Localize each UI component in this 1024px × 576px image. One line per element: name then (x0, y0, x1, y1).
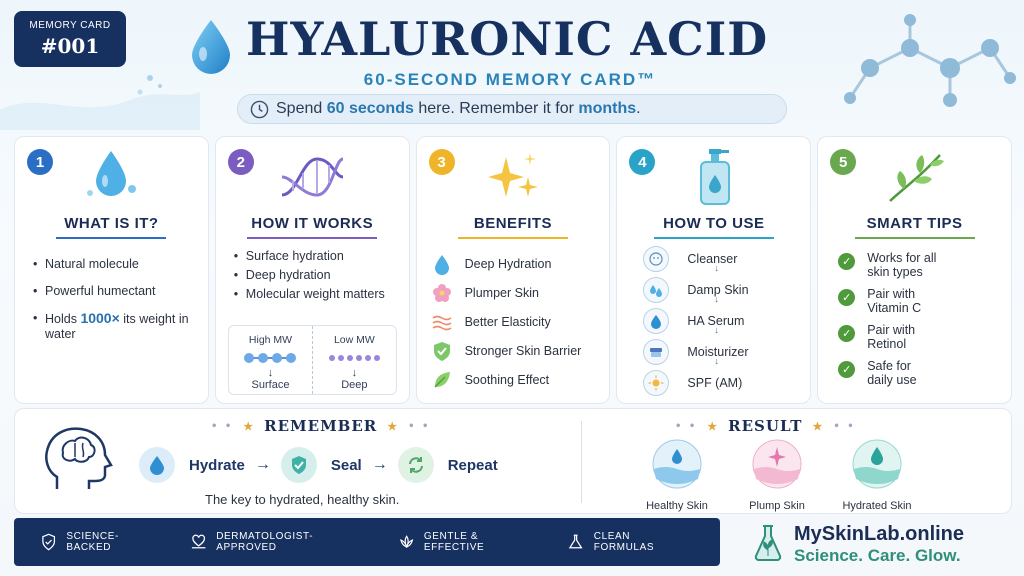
card-number: 3 (429, 149, 455, 175)
result-label: Healthy Skin (646, 500, 708, 512)
card-smart-tips (817, 136, 1012, 404)
flow-step-seal: Seal (330, 456, 362, 474)
flow-step-hydrate: Hydrate (189, 456, 245, 474)
shield-icon (281, 447, 317, 483)
card-title: HOW TO USE (663, 215, 765, 232)
tip-item: ✓ Pair with Retinol (838, 323, 1003, 359)
water-drop-icon (431, 253, 453, 275)
result-plump-skin (731, 439, 823, 512)
down-arrow-icon: ↓ (714, 356, 719, 366)
divider (581, 421, 582, 503)
check-icon: ✓ (838, 361, 855, 378)
list-item: • Natural molecule (33, 257, 200, 272)
list-item: Better Elasticity (431, 307, 602, 336)
result-heading: • • ★ RESULT ★ • • (675, 417, 856, 435)
skin-sparkle-icon (748, 439, 806, 489)
check-icon: ✓ (838, 325, 855, 342)
card-how-to-use (616, 136, 811, 404)
card-number: 4 (629, 149, 655, 175)
leaf-icon (431, 369, 453, 391)
list-item: • Molecular weight matters (234, 287, 401, 302)
droplets-icon (643, 277, 669, 303)
step-item: Damp Skin ↓ (643, 274, 802, 305)
card-list (234, 249, 401, 306)
molecular-weight-diagram (228, 325, 397, 395)
list-item: Soothing Effect (431, 365, 602, 394)
result-label: Hydrated Skin (842, 500, 912, 512)
step-item: HA Serum ↓ (643, 305, 802, 336)
page-subtitle: 60-SECOND MEMORY CARD™ (363, 70, 657, 89)
dna-icon (277, 147, 347, 207)
card-title: HOW IT WORKS (251, 215, 374, 232)
card-title: SMART TIPS (866, 215, 963, 232)
large-molecule-beads (243, 352, 297, 364)
arrow-right-icon: → (254, 456, 271, 473)
card-list (33, 257, 200, 351)
flask-leaf-icon (752, 524, 784, 562)
heart-hand-icon (190, 533, 207, 551)
step-item: SPF (AM) (643, 367, 802, 398)
info-cards (14, 136, 1012, 404)
face-icon (643, 246, 669, 272)
arrow-right-icon: → (371, 456, 388, 473)
remember-flow (139, 447, 508, 483)
badge-science-backed: SCIENCE-BACKED (40, 531, 160, 553)
low-mw-column (312, 326, 395, 394)
card-title: BENEFITS (473, 215, 553, 232)
brand-name: MySkinLab.online (794, 523, 965, 545)
tagline-text: Spend 60 seconds here. Remember it for months. (276, 100, 641, 117)
star-icon: ★ (812, 419, 824, 433)
card-what-is-it (14, 136, 209, 404)
star-icon: ★ (387, 419, 399, 433)
tip-item: ✓ Pair with Vitamin C (838, 287, 1003, 323)
badge-dermatologist-approved: DERMATOLOGIST-APPROVED (190, 531, 368, 553)
water-drop-icon (188, 18, 234, 74)
footer-bar (14, 518, 720, 566)
badge-number: #001 (40, 34, 100, 58)
usage-steps (643, 243, 802, 398)
leaf-branch-icon (880, 147, 950, 207)
remember-heading: • • ★ REMEMBER ★ • • (211, 417, 431, 435)
down-arrow-icon: ↓ (267, 367, 274, 379)
list-item: • Surface hydration (234, 249, 401, 264)
result-label: Plump Skin (749, 500, 805, 512)
water-splash-decoration (0, 70, 200, 130)
remember-tagline: The key to hydrated, healthy skin. (205, 492, 400, 507)
high-mw-label: High MW (248, 334, 293, 346)
card-how-it-works (215, 136, 410, 404)
summary-panel (14, 408, 1012, 514)
title-underline (56, 237, 166, 239)
skin-droplet-icon (648, 439, 706, 489)
brand-logo (752, 522, 1012, 566)
title-underline (855, 237, 975, 239)
down-arrow-icon: ↓ (714, 294, 719, 304)
title-underline (247, 237, 377, 239)
small-molecule-beads (327, 352, 381, 364)
flask-icon (567, 533, 584, 551)
down-arrow-icon: ↓ (714, 263, 719, 273)
low-mw-label: Low MW (333, 334, 375, 346)
sparkle-icon (478, 147, 548, 207)
water-drop-icon (643, 308, 669, 334)
flow-step-repeat: Repeat (447, 456, 498, 474)
star-icon: ★ (243, 419, 255, 433)
down-arrow-icon: ↓ (714, 325, 719, 335)
memory-card-badge (14, 11, 126, 67)
clock-icon (250, 100, 269, 119)
brain-head-icon (37, 423, 119, 493)
badge-gentle-effective: GENTLE & EFFECTIVE (398, 531, 538, 553)
tips-list (838, 251, 1003, 395)
shield-check-icon (40, 533, 57, 551)
list-item: • Deep hydration (234, 268, 401, 283)
water-drop-icon (139, 447, 175, 483)
lotus-icon (398, 533, 415, 551)
list-item: Stronger Skin Barrier (431, 336, 602, 365)
refresh-icon (398, 447, 434, 483)
badge-label: MEMORY CARD (29, 20, 111, 31)
card-title: WHAT IS IT? (64, 215, 159, 232)
card-number: 2 (228, 149, 254, 175)
title-underline (458, 237, 568, 239)
down-arrow-icon: ↓ (351, 367, 358, 379)
card-number: 5 (830, 149, 856, 175)
step-item: Moisturizer ↓ (643, 336, 802, 367)
cream-jar-icon (643, 339, 669, 365)
sun-icon (643, 370, 669, 396)
high-mw-column (229, 326, 312, 394)
card-benefits (416, 136, 611, 404)
tip-item: ✓ Safe for daily use (838, 359, 1003, 395)
brand-slogan: Science. Care. Glow. (794, 546, 961, 565)
flower-icon (431, 282, 453, 304)
low-mw-result: Deep (341, 379, 368, 391)
tagline-pill (237, 94, 787, 124)
tip-item: ✓ Works for all skin types (838, 251, 1003, 287)
result-healthy-skin (631, 439, 723, 512)
title-underline (654, 237, 774, 239)
shield-icon (431, 340, 453, 362)
check-icon: ✓ (838, 253, 855, 270)
skin-droplet-icon (848, 439, 906, 489)
list-item: • Powerful humectant (33, 284, 200, 299)
badge-clean-formulas: CLEAN FORMULAS (567, 531, 690, 553)
benefits-list (431, 249, 602, 394)
step-item: Cleanser ↓ (643, 243, 802, 274)
water-drop-icon (76, 147, 146, 207)
high-mw-result: Surface (251, 379, 290, 391)
list-item: • Holds 1000× its weight in water (33, 311, 200, 342)
card-number: 1 (27, 149, 53, 175)
check-icon: ✓ (838, 289, 855, 306)
molecule-icon (830, 8, 1020, 118)
pump-bottle-icon (679, 147, 749, 207)
page-title: HYALURONIC ACID (246, 12, 769, 66)
star-icon: ★ (707, 419, 719, 433)
list-item: Plumper Skin (431, 278, 602, 307)
result-hydrated-skin (831, 439, 923, 512)
wave-lines-icon (431, 311, 453, 333)
list-item: Deep Hydration (431, 249, 602, 278)
